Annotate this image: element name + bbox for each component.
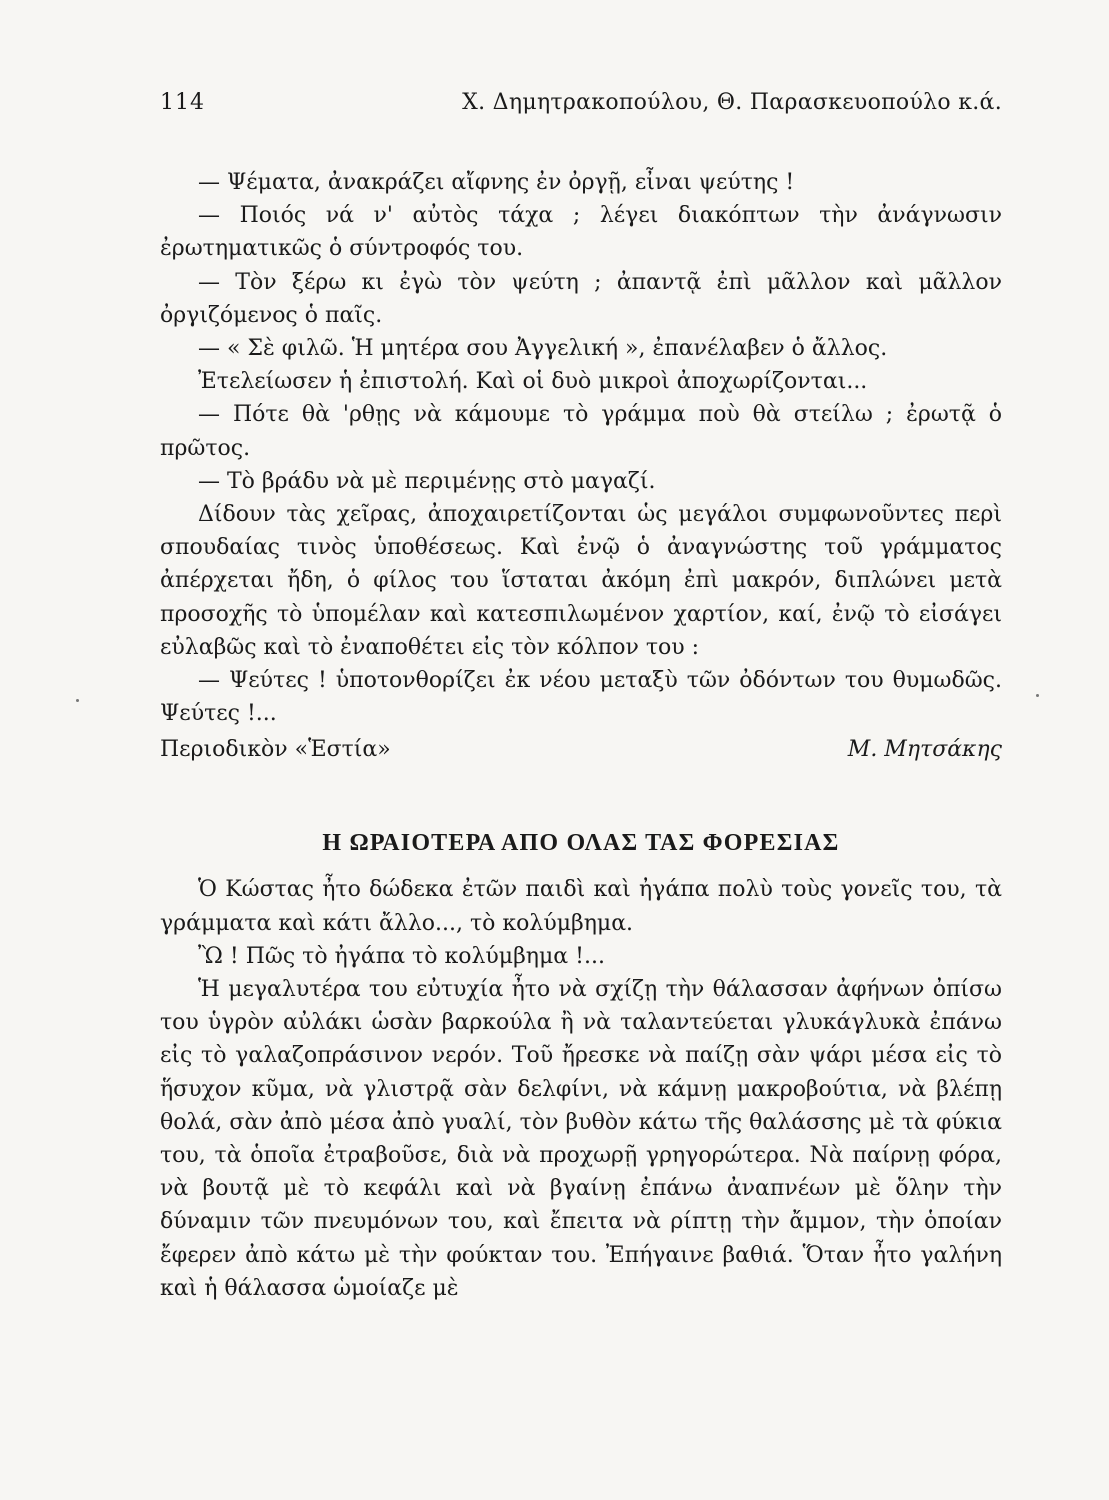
attribution-line (160, 733, 1002, 766)
paragraph: — Ψεύτες ! ὑποτονθορίζει ἐκ νέου μεταξὺ τῶν ὀδόντων του θυμωδῶς. Ψεύτες !... (160, 668, 1002, 727)
paragraph: — Ποιός νά ν' αὐτὸς τάχα ; λέγει διακόπτων τὴν ἀνάγνωσιν ἐρωτηματικῶς ὁ σύντροφός του. (160, 203, 1002, 262)
source-citation: Περιοδικὸν «Ἑστία» (160, 737, 391, 763)
section-title: Η ΩΡΑΙΟΤΕΡΑ ΑΠΟ ΟΛΑΣ ΤΑΣ ΦΟΡΕΣΙΑΣ (322, 830, 840, 857)
running-header (160, 90, 1002, 130)
paragraph: Ὁ Κώστας ἦτο δώδεκα ἐτῶν παιδὶ καὶ ἠγάπα πολὺ τοὺς γονεῖς του, τὰ γράμματα καὶ κάτι ἄλλο..., τὸ κολύμβημα. (160, 877, 1002, 936)
book-page (160, 90, 1002, 1305)
paragraph: Ἡ μεγαλυτέρα του εὐτυχία ἦτο νὰ σχίζῃ τὴν θάλασσαν ἀφήνων ὀπίσω του ὑγρὸν αὐλάκι ὡσὰν βαρκούλα ἢ νὰ ταλαντεύεται γλυκάγλυκὰ ἐπάνω εἰς τὸ γαλαζοπράσινον νερόν. Τοῦ ἤρεσκε νὰ παίζῃ σὰν ψάρι μέσα εἰς τὸ ἥσυχον κῦμα, νὰ γλιστρᾷ σὰν δελφίνι, νὰ κάμνῃ μακροβούτια, νὰ βλέπῃ θολά, σὰν ἀπὸ μέσα ἀπὸ γυαλί, τὸν βυθὸν κάτω τῆς θαλάσσης μὲ τὰ φύκια του, τὰ ὁποῖα ἐτραβοῦσε, διὰ νὰ προχωρῇ γρηγορώτερα. Νὰ παίρνῃ φόρα, νὰ βουτᾷ μὲ τὸ κεφάλι καὶ νὰ βγαίνῃ ἐπάνω ἀναπνέων μὲ ὅλην τὴν δύναμιν τῶν πνευμόνων του, καὶ ἔπειτα νὰ ρίπτῃ τὴν ἄμμον, τὴν ὁποίαν ἔφερεν ἀπὸ κάτω μὲ τὴν φούκταν του. Ἐπήγαινε βαθιά. Ὅταν ἦτο γαλήνη καὶ ἡ θάλασσα ὡμοίαζε μὲ (160, 977, 1002, 1301)
paragraph: — Ψέματα, ἀνακράζει αἴφνης ἐν ὀργῇ, εἶναι ψεύτης ! (198, 170, 795, 195)
paragraph: — « Σὲ φιλῶ. Ἡ μητέρα σου Ἀγγελική », ἐπανέλαβεν ὁ ἄλλος. (198, 336, 888, 362)
paragraph: Ἐτελείωσεν ἡ ἐπιστολή. Καὶ οἱ δυὸ μικροὶ ἀποχωρίζονται... (198, 369, 868, 395)
margin-speck (76, 699, 79, 702)
paragraph: — Τὸ βράδυ νὰ μὲ περιμένῃς στὸ μαγαζί. (198, 468, 656, 494)
paragraph: — Πότε θὰ 'ρθῃς νὰ κάμουμε τὸ γράμμα ποὺ θὰ στείλω ; ἐρωτᾷ ὁ πρῶτος. (160, 402, 1002, 461)
paragraph: — Τὸν ξέρω κι ἐγὼ τὸν ψεύτη ; ἀπαντᾷ ἐπὶ μᾶλλον καὶ μᾶλλον ὀργιζόμενος ὁ παῖς. (160, 269, 1002, 328)
running-title: Χ. Δημητρακοπούλου, Θ. Παρασκευοπούλο κ.ά. (462, 90, 1002, 115)
paragraph: Δίδουν τὰς χεῖρας, ἀποχαιρετίζονται ὡς μεγάλοι συμφωνοῦντες περὶ σπουδαίας τινὸς ὑποθέσεως. Καὶ ἐνῷ ὁ ἀναγνώστης τοῦ γράμματος ἀπέρχεται ἤδη, ὁ φίλος του ἵσταται ἀκόμη ἐπὶ μακρόν, διπλώνει μετὰ προσοχῆς τὸ ὑπομέλαν καὶ κατεσπιλωμένον χαρτίον, καί, ἐνῷ τὸ εἰσάγει εὐλαβῶς καὶ τὸ ἐναποθέτει εἰς τὸν κόλπον του : (160, 502, 1002, 660)
paragraph: Ὢ ! Πῶς τὸ ἠγάπα τὸ κολύμβημα !... (198, 943, 605, 969)
story-ending (160, 166, 1002, 730)
margin-speck (1036, 694, 1039, 697)
story-beginning (160, 873, 1002, 1305)
author-name: Μ. Μητσάκης (847, 737, 1002, 763)
page-number: 114 (160, 90, 205, 115)
